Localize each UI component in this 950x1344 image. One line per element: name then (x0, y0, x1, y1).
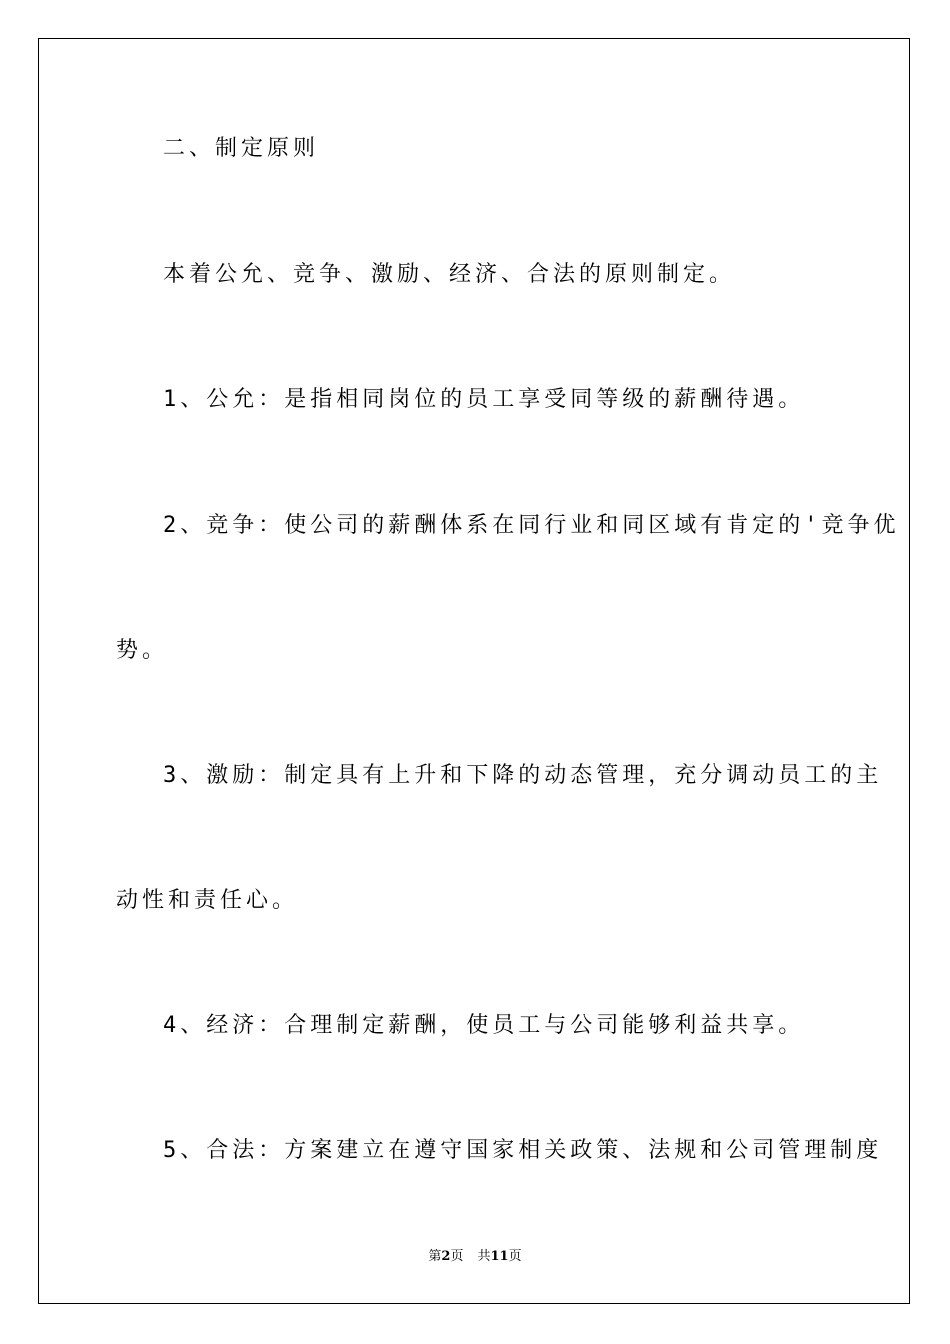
principle-3-incentive: 3、激励：制定具有上升和下降的动态管理，充分调动员工的主 (163, 763, 883, 788)
page-prefix: 第 (428, 1249, 442, 1264)
principle-4-economy: 4、经济：合理制定薪酬，使员工与公司能够利益共享。 (163, 1013, 805, 1038)
principle-3-continuation: 动性和责任心。 (116, 888, 299, 913)
total-prefix: 共 (477, 1249, 491, 1264)
principle-2-continuation: 势。 (116, 638, 169, 663)
page-suffix: 页 (450, 1249, 464, 1264)
total-pages: 11 (490, 1249, 509, 1264)
principle-2-competition: 2、竞争：使公司的薪酬体系在同行业和同区域有肯定的'竞争优 (163, 513, 900, 538)
page-border (38, 38, 910, 1304)
total-suffix: 页 (508, 1249, 522, 1264)
page-number: 2 (441, 1249, 451, 1264)
page-footer (0, 1248, 950, 1266)
principle-5-legality: 5、合法：方案建立在遵守国家相关政策、法规和公司管理制度 (163, 1138, 883, 1163)
principle-1-fairness: 1、公允：是指相同岗位的员工享受同等级的薪酬待遇。 (163, 387, 805, 412)
paragraph-intro: 本着公允、竞争、激励、经济、合法的原则制定。 (163, 262, 736, 287)
section-heading: 二、制定原则 (163, 136, 320, 161)
